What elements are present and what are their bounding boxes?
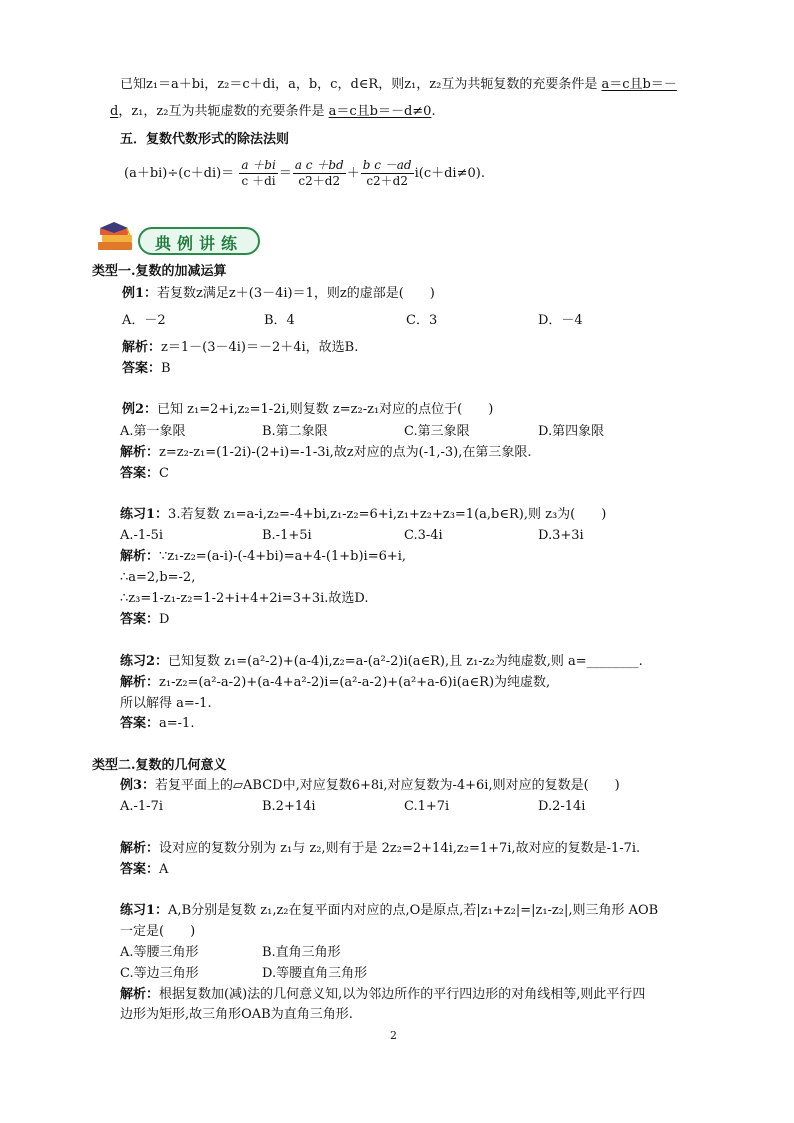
fraction-1: $\frac{a +bi}{c +di}$ [241, 158, 276, 188]
type-2-title: 类型二.复数的几何意义 [92, 758, 227, 773]
practice-3-solution-2: 边形为矩形,故三角形OAB为直角三角形. [120, 1007, 353, 1022]
practice-1-solution-2: ∴a=2,b=-2, [120, 570, 196, 585]
practice-2-question: 练习2：已知复数 z₁=(a²-2)+(a-4)i,z₂=a-(a²-2)i(a∈R),且 z₁-z₂为纯虚数,则 a=________. [120, 654, 643, 669]
example-3-solution: 解析：设对应的复数分别为 z₁与 z₂,则有于是 2z₂=2+14i,z₂=1+7i,故对应的复数是-1-7i. [120, 841, 641, 856]
practice-1-answer: 答案：D [120, 612, 170, 627]
practice-1-solution-3: ∴z₃=1-z₁-z₂=1-2+i+4+2i=3+3i.故选D. [120, 591, 369, 606]
section-banner [94, 222, 260, 256]
example-2-question: 例2：已知 z₁=2+i,z₂=1-2i,则复数 z=z₂-z₁对应的点位于( ) [122, 402, 494, 417]
books-icon [94, 222, 144, 256]
practice-2-answer: 答案：a=-1. [120, 716, 195, 731]
example-2-answer: 答案：C [120, 466, 169, 481]
example-1-question: 例1：若复数z满足z＋(3－4i)＝1，则z的虚部是( ) [122, 286, 435, 301]
section-5-title: 五．复数代数形式的除法法则 [120, 132, 290, 147]
type-1-title: 类型一.复数的加减运算 [92, 264, 227, 279]
fraction-3: $\frac{\text{b c －ad}}{c2+d2}$ [362, 158, 412, 188]
example-3-answer: 答案：A [120, 862, 169, 877]
practice-3-question-2: 一定是( ) [120, 924, 196, 939]
practice-1-question: 练习1：3.若复数 z₁=a-i,z₂=-4+bi,z₁-z₂=6+i,z₁+z₂+z₃=1(a,b∈R),则 z₃为( ) [120, 507, 607, 522]
practice-2-solution-1: 解析：z₁-z₂=(a²-a-2)+(a-4+a²-2)i=(a²-a-2)+(a²+a-6)i(a∈R)为纯虚数, [120, 675, 551, 690]
intro-line-1: 已知z₁＝a＋bi，z₂＝c＋di，a，b，c，d∈R，则z₁，z₂互为共轭复数的充要条件是 a＝c且b＝－ [120, 77, 677, 92]
example-1-answer: 答案：B [122, 361, 171, 376]
banner-pill: 典例讲练 [138, 227, 260, 255]
practice-1-solution-1: 解析：∵z₁-z₂=(a-i)-(-4+bi)=a+4-(1+b)i=6+i, [120, 549, 407, 564]
intro-line-2: d，z₁，z₂互为共轭虚数的充要条件是 a＝c且b＝－d≠0. [110, 104, 436, 119]
page-number: 2 [390, 1029, 397, 1042]
practice-3-solution-1: 解析：根据复数加(减)法的几何意义知,以为邻边所作的平行四边形的对角线相等,则此平行四 [120, 987, 646, 1002]
practice-3-question-1: 练习1：A,B分别是复数 z₁,z₂在复平面内对应的点,O是原点,若|z₁+z₂|=|z₁-z₂|,则三角形 AOB [120, 903, 659, 918]
example-1-solution: 解析：z＝1－(3－4i)＝－2＋4i，故选B. [122, 340, 359, 355]
practice-2-solution-2: 所以解得 a=-1. [120, 696, 212, 711]
fraction-2: $\frac{\text{a c ＋bd}}{c2+d2}$ [294, 158, 344, 188]
example-2-solution: 解析：z=z₂-z₁=(1-2i)-(2+i)=-1-3i,故z对应的点为(-1,-3),在第三象限. [120, 445, 532, 460]
division-formula: (a＋bi)÷(c＋di)＝ $\frac{a +bi}{c +di}$ ＝ $\frac{\text{a c ＋bd}}{c2+d2}$ ＋ $\frac{\text{b c －ad}}{c2+d2}$ i(c＋di≠0). [124, 158, 485, 188]
example-3-question: 例3：若复平面上的▱ABCD中,对应复数6+8i,对应复数为-4+6i,则对应的复数是( ) [120, 778, 620, 793]
